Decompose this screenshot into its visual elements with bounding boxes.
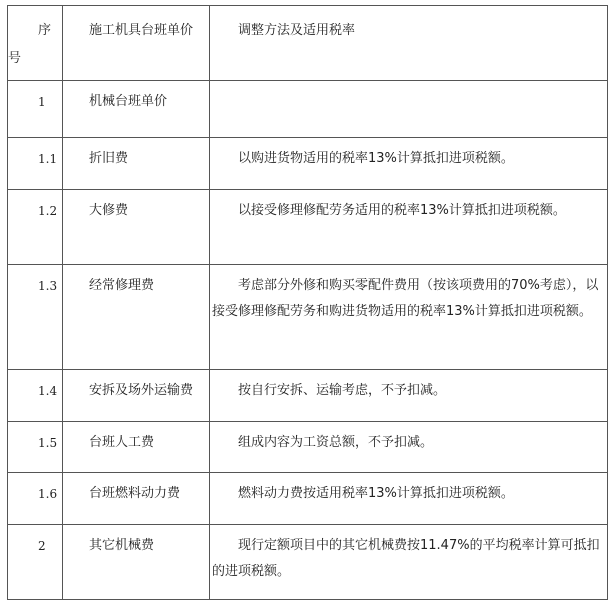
row-desc-cell (210, 473, 608, 525)
table-row (8, 81, 608, 138)
row-number: 1.6 (38, 487, 58, 501)
row-item: 台班燃料动力费 (89, 486, 181, 501)
row-number-cell (8, 138, 63, 190)
row-desc-cell (210, 138, 608, 190)
row-desc: 以接受修理修配劳务适用的税率13%计算抵扣进项税额。 (238, 203, 566, 218)
row-item: 台班人工费 (89, 435, 155, 450)
row-item: 经常修理费 (89, 278, 155, 293)
row-item-cell (63, 370, 210, 422)
header-serial-number-cell (8, 6, 63, 81)
row-item-cell (63, 525, 210, 600)
table-row (8, 473, 608, 525)
row-desc-cell (210, 265, 608, 370)
table-header-row (8, 6, 608, 81)
row-desc: 按自行安拆、运输考虑，不予扣减。 (238, 383, 447, 398)
row-number: 1 (38, 95, 46, 109)
table-row (8, 525, 608, 600)
row-number-cell (8, 422, 63, 473)
row-desc-cell (210, 81, 608, 138)
row-item: 安拆及场外运输费 (89, 383, 194, 398)
row-item-cell (63, 473, 210, 525)
table-row (8, 138, 608, 190)
table-row (8, 422, 608, 473)
row-number-cell (8, 370, 63, 422)
row-item: 折旧费 (89, 151, 129, 166)
row-item-cell (63, 422, 210, 473)
row-number: 1.2 (38, 204, 58, 218)
row-number-cell (8, 81, 63, 138)
row-desc: 以购进货物适用的税率13%计算抵扣进项税额。 (238, 151, 514, 166)
row-item-cell (63, 265, 210, 370)
row-number: 2 (38, 539, 46, 553)
row-desc: 考虑部分外修和购买零配件费用（按该项费用的70%考虑），以接受修理修配劳务和购进货物适用的税率13%计算抵扣进项税额。 (212, 278, 599, 319)
row-item: 机械台班单价 (89, 94, 168, 109)
row-item-cell (63, 138, 210, 190)
row-desc-cell (210, 190, 608, 265)
row-item-cell (63, 190, 210, 265)
row-number-cell (8, 473, 63, 525)
tax-rate-table (7, 5, 608, 600)
row-desc: 燃料动力费按适用税率13%计算抵扣进项税额。 (238, 486, 514, 501)
row-number: 1.1 (38, 152, 58, 166)
row-item: 大修费 (89, 203, 129, 218)
row-desc (210, 81, 607, 89)
row-number-cell (8, 525, 63, 600)
header-desc-label: 调整方法及适用税率 (238, 23, 356, 38)
table-row (8, 190, 608, 265)
row-desc-cell (210, 525, 608, 600)
table-row (8, 265, 608, 370)
table-row (8, 370, 608, 422)
row-item-cell (63, 81, 210, 138)
row-number: 1.4 (38, 384, 58, 398)
header-item-cell (63, 6, 210, 81)
row-desc: 组成内容为工资总额，不予扣减。 (238, 435, 434, 450)
header-number-label: 号 (8, 51, 22, 66)
header-serial-label: 序 (38, 23, 52, 38)
row-number-cell (8, 265, 63, 370)
row-desc: 现行定额项目中的其它机械费按11.47%的平均税率计算可抵扣的进项税额。 (212, 538, 600, 579)
row-number: 1.3 (38, 279, 58, 293)
row-number-cell (8, 190, 63, 265)
header-item-label: 施工机具台班单价 (89, 23, 194, 38)
header-desc-cell (210, 6, 608, 81)
row-item: 其它机械费 (89, 538, 155, 553)
row-desc-cell (210, 422, 608, 473)
row-desc-cell (210, 370, 608, 422)
row-number: 1.5 (38, 436, 58, 450)
